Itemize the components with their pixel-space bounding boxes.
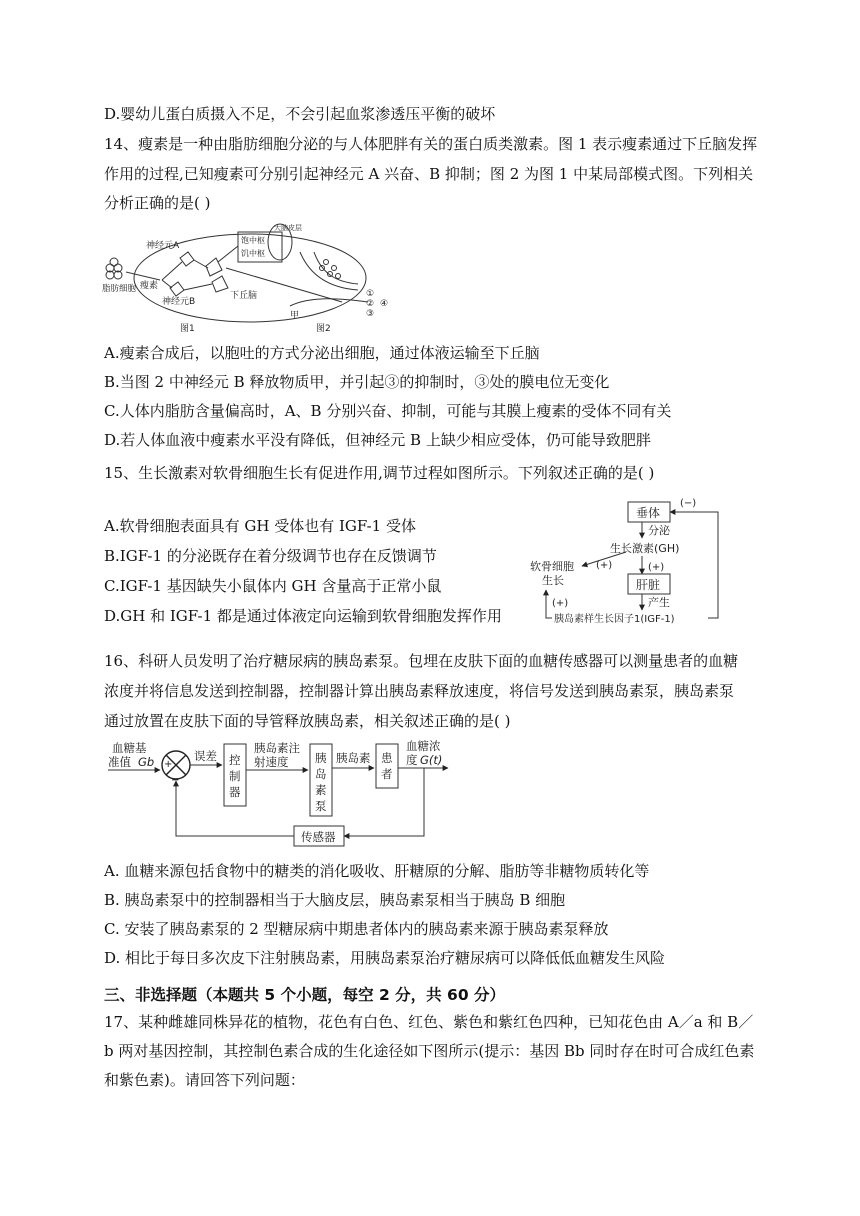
fat-cell-cluster	[106, 258, 122, 279]
cartilage-label-1: 软骨细胞	[530, 560, 574, 573]
q15-option-c: C.IGF-1 基因缺失小鼠体内 GH 含量高于正常小鼠	[104, 577, 442, 595]
pump-char-3: 素	[315, 783, 327, 797]
section-3-title: 三、非选择题（本题共 5 个小题，每空 2 分，共 60 分）	[104, 986, 506, 1004]
vesicles	[320, 260, 341, 279]
concentration-label-2: 度	[406, 753, 418, 767]
q15-figure	[528, 490, 730, 630]
q17-stem-line-3: 和紫色素)。请回答下列问题：	[104, 1071, 305, 1089]
leptin-to-b	[162, 280, 172, 288]
leptin-label: 瘦素	[140, 281, 159, 291]
q14-stem-line-3: 分析正确的是( )	[104, 194, 211, 212]
label-3: ③	[366, 309, 375, 319]
controller-char-1: 控	[229, 753, 241, 767]
q17-stem-line-2: b 两对基因控制，其控制色素合成的生化途径如下图所示(提示：基因 Bb 同时存在时可合成红色素	[104, 1042, 755, 1060]
q16-option-b: B. 胰岛素泵中的控制器相当于大脑皮层，胰岛素泵相当于胰岛 B 细胞	[104, 891, 566, 909]
q16-option-d: D. 相比于每日多次皮下注射胰岛素，用胰岛素泵治疗糖尿病可以降低低血糖发生风险	[104, 949, 666, 967]
feedback-arrow	[670, 512, 718, 618]
gh-liver-plus: (+)	[648, 562, 665, 573]
q15-option-a: A.软骨细胞表面具有 GH 受体也有 IGF-1 受体	[104, 517, 416, 535]
q13-option-d: D.婴幼儿蛋白质摄入不足，不会引起血浆渗透压平衡的破坏	[104, 105, 496, 123]
label-1: ①	[366, 289, 375, 299]
b-to-center	[184, 284, 212, 290]
pituitary-label: 垂体	[636, 506, 661, 520]
gh-cartilage-plus: (+)	[596, 560, 613, 571]
q15-option-d: D.GH 和 IGF-1 都是通过体液定向运输到软骨细胞发挥作用	[104, 607, 502, 625]
leptin-to-a	[162, 262, 182, 280]
concentration-gt: G(t)	[420, 753, 443, 767]
igf-label: 胰岛素样生长因子1(IGF-1)	[554, 614, 675, 625]
q16-stem-line-2: 浓度并将信息发送到控制器，控制器计算出胰岛素释放速度，将信号发送到胰岛素泵，胰岛素泵	[104, 682, 735, 700]
igf-cartilage-plus: (+)	[552, 598, 569, 609]
q16-option-c: C. 安装了胰岛素泵的 2 型糖尿病中期患者体内的胰岛素来源于胰岛素泵释放	[104, 920, 609, 938]
neuron-b-label: 神经元B	[162, 297, 196, 307]
q14-option-c: C.人体内脂肪含量偏高时，A、B 分别兴奋、抑制，可能与其膜上瘦素的受体不同有关	[104, 402, 672, 420]
rate-label-1: 胰岛素注	[254, 741, 300, 755]
q14-option-d: D.若人体血液中瘦素水平没有降低，但神经元 B 上缺少相应受体，仍可能导致肥胖	[104, 431, 651, 449]
error-label: 误差	[194, 749, 217, 763]
hypothalamus-neuron-2	[212, 276, 228, 292]
pump-char-2: 岛	[315, 767, 327, 781]
feedback-neg-label: (−)	[680, 498, 697, 509]
fig1-caption: 图1	[180, 324, 195, 334]
cartilage-label-2: 生长	[542, 574, 564, 587]
minus-sign: −	[171, 775, 180, 786]
q16-stem-line-3: 通过放置在皮肤下面的导管释放胰岛素，相关叙述正确的是( )	[104, 712, 511, 730]
q14-stem-line-2: 作用的过程,已知瘦素可分别引起神经元 A 兴奋、B 抑制；图 2 为图 1 中某局部模式图。下列相关	[104, 165, 754, 183]
q15-option-b: B.IGF-1 的分泌既存在着分级调节也存在反馈调节	[104, 547, 437, 565]
reference-label-2: 准值	[108, 755, 131, 769]
fat-cell-label-1: 脂肪细胞	[102, 284, 137, 294]
leptin-arrow	[126, 272, 160, 280]
neuron-a-body	[180, 252, 194, 266]
substance-jia-label: 甲	[290, 311, 300, 321]
fig2-postsynaptic	[290, 299, 368, 306]
cortex-label: 大脑皮层	[274, 224, 302, 232]
plus-sign: +	[164, 759, 173, 770]
insulin-label: 胰岛素	[336, 751, 371, 765]
rate-label-2: 射速度	[254, 755, 289, 769]
satiety-center-label: 饱中枢	[241, 236, 265, 245]
q14-figure	[100, 218, 410, 334]
neuron-a-label: 神经元A	[146, 241, 180, 251]
q16-stem-line-1: 16、科研人员发明了治疗糖尿病的胰岛素泵。包埋在皮肤下面的血糖传感器可以测量患者的血糖	[104, 652, 739, 670]
a-to-center	[194, 260, 208, 268]
fig2-membrane	[300, 252, 358, 290]
fig2-caption: 图2	[316, 324, 331, 334]
concentration-label-1: 血糖浓	[406, 739, 441, 753]
q14-option-b: B.当图 2 中神经元 B 释放物质甲，并引起③的抑制时，③处的膜电位无变化	[104, 373, 610, 391]
label-2: ②	[366, 299, 375, 309]
patient-char-2: 者	[381, 767, 393, 781]
q17-stem-line-1: 17、某种雌雄同株异花的植物，花色有白色、红色、紫色和紫红色四种，已知花色由 A／a 和 B／	[104, 1013, 754, 1031]
q14-stem-line-1: 14、瘦素是一种由脂肪细胞分泌的与人体肥胖有关的蛋白质类激素。图 1 表示瘦素通过下丘脑发挥	[104, 135, 758, 153]
neuron-b-body	[170, 282, 184, 296]
q14-option-a: A.瘦素合成后，以胞吐的方式分泌出细胞，通过体液运输至下丘脑	[104, 344, 540, 362]
pump-char-4: 泵	[315, 799, 327, 813]
secrete-label: 分泌	[648, 524, 670, 537]
gh-label: 生长激素(GH)	[610, 542, 680, 555]
to-center-line	[218, 246, 238, 262]
reference-gb: Gb	[138, 755, 155, 769]
q15-stem: 15、生长激素对软骨细胞生长有促进作用,调节过程如图所示。下列叙述正确的是( )	[104, 464, 655, 482]
controller-char-2: 制	[229, 769, 241, 783]
sensor-label: 传感器	[301, 830, 336, 844]
q16-option-a: A. 血糖来源包括食物中的糖类的消化吸收、肝糖原的分解、脂肪等非糖物质转化等	[104, 862, 650, 880]
q16-figure	[108, 738, 454, 854]
liver-label: 肝脏	[636, 578, 661, 592]
hunger-center-label: 饥中枢	[241, 249, 265, 258]
controller-char-3: 器	[229, 785, 241, 799]
label-4: ④	[380, 299, 389, 309]
hypothalamus-label: 下丘脑	[230, 291, 258, 301]
produce-label: 产生	[648, 596, 670, 609]
pump-char-1: 胰	[315, 751, 327, 765]
reference-label-1: 血糖基	[112, 741, 147, 755]
patient-char-1: 患	[381, 751, 393, 765]
